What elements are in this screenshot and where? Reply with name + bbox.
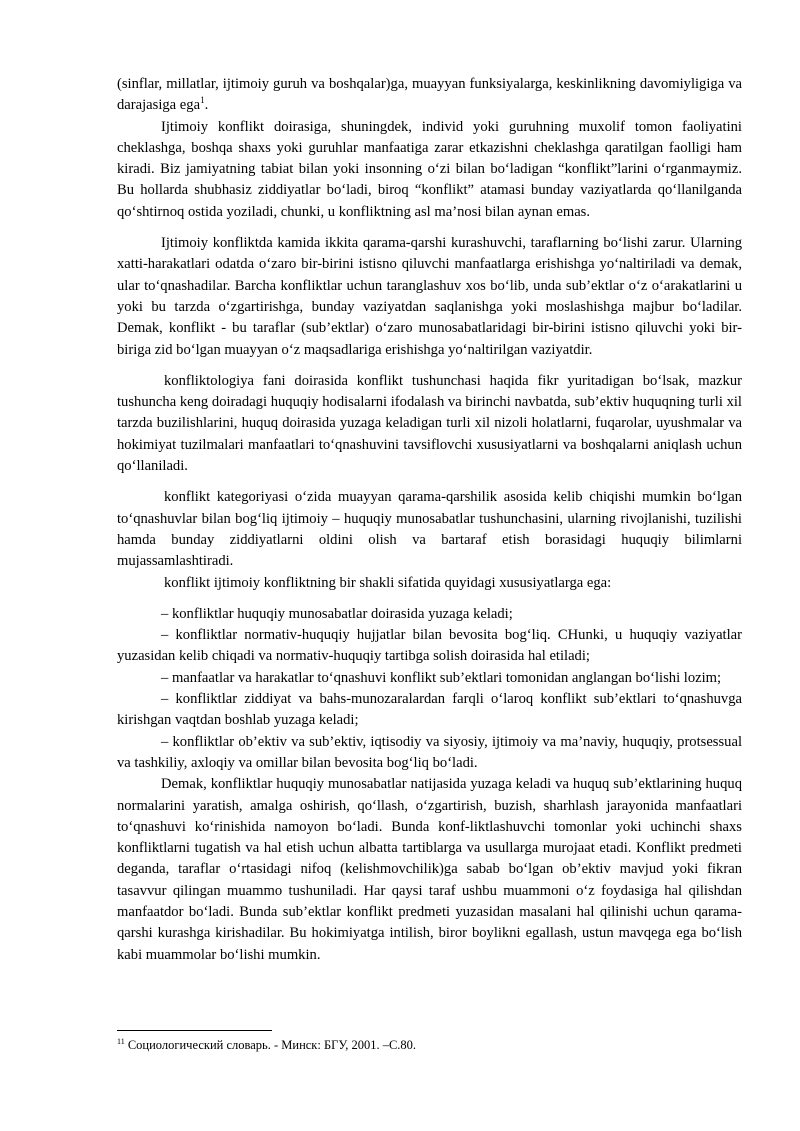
footnote-text: Социологический словарь. - Минск: БГУ, 2001. –С.80. <box>124 1038 417 1052</box>
list-item: – manfaatlar va harakatlar to‘qnashuvi konflikt sub’ektlari tomonidan anglangan bo‘lishi lozim; <box>161 669 722 686</box>
list-item: – konfliktlar normativ-huquqiy hujjatlar bilan bevosita bog‘liq. CHunki, u huquqiy vaziyatlar yuzasidan kelib chiqadi va normativ-huquqiy tartibga solish doirasida hal etiladi; <box>117 627 742 665</box>
list-item: – konfliktlar ziddiyat va bahs-munozaralardan farqli o‘laroq konflikt sub’ektlari to‘qnashuvga kirishgan vaqtdan boshlab yuzaga keladi; <box>117 691 742 729</box>
paragraph-5: konflikt kategoriyasi o‘zida muayyan qarama-qarshilik asosida kelib chiqishi mumkin bo‘lgan to‘qnashuvlar bilan bog‘liq ijtimoiy – huquqiy munosabatlar tushunchasini, ularning rivojlanishi, tuzilishi hamda bunday ziddiyatlarni oldini olish va bartaraf etish borasidagi huquqiy bilimlarni mujassamlashtiradi. <box>117 489 742 570</box>
document-body <box>117 74 742 966</box>
footnote-divider <box>117 1030 272 1031</box>
paragraph-6: konflikt ijtimoiy konfliktning bir shakli sifatida quyidagi xususiyatlarga ega: <box>164 574 612 591</box>
paragraph-2: Ijtimoiy konflikt doirasiga, shuningdek, individ yoki guruhning muxolif tomon faoliyatini cheklashga, boshqa shaxs yoki guruhlar manfaatiga zarar etkazishni cheklashga qaratilgan faolligi ham kiradi. Biz jamiyatning tabiat bilan yoki insonning o‘zi bilan bo‘ladigan “konflikt”larini o‘rganmaymiz. Bu hollarda shubhasiz ziddiyatlar bo‘ladi, biroq “konflikt” atamasi bunday vaziyatlarda qo‘llanilganda qo‘shtirnoq ostida yoziladi, chunki, u konfliktning asl ma’nosi bilan aynan emas. <box>117 118 742 220</box>
paragraph-7: Demak, konfliktlar huquqiy munosabatlar natijasida yuzaga keladi va huquq sub’ektlarining huquq normalarini yaratish, amalga oshirish, qo‘llash, o‘zgartirish, buzish, sharhlash jarayonida manfaatlari to‘qnashuvi ko‘rinishida namoyon bo‘ladi. Bunda konf-liktlashuvchi tomonlar yoki uchinchi shaxs konfliktlarni tugatish va hal etish uchun albatta tartiblarga va usullarga murojaat etadi. Konflikt predmeti deganda, taraflar o‘rtasidagi nifoq (kelishmovchilik)ga sabab bo‘lgan ob’ektiv mavjud yoki fikran tasavvur qilingan muammo tushuniladi. Har qaysi taraf ushbu muammoni o‘z foydasiga hal qilishdan manfaatdor bo‘ladi. Bunda sub’ektlar konflikt predmeti yuzasidan masalani hal qilinishi uchun qarama-qarshi kurashga kirishadilar. Bu hokimiyatga intilish, biror boylikni egallash, ustun mavqega ega bo‘lish kabi muammolar bo‘lishi mumkin. <box>117 776 742 963</box>
footnote-ref[interactable]: 1 <box>200 95 205 106</box>
list-item: – konfliktlar ob’ektiv va sub’ektiv, iqtisodiy va siyosiy, ijtimoiy va ma’naviy, huquqiy, protsessual va tashkiliy, axloqiy va omillar bilan bevosita bog‘liq bo‘ladi. <box>117 733 742 771</box>
list-item: – konfliktlar huquqiy munosabatlar doirasida yuzaga keladi; <box>161 605 513 622</box>
footnote <box>117 1037 742 1053</box>
footnote-number: 11 <box>117 1036 125 1046</box>
paragraph-4: konfliktologiya fani doirasida konflikt tushunchasi haqida fikr yuritadigan bo‘lsak, mazkur tushuncha keng doiradagi huquqiy hodisalarni ifodalash va birinchi navbatda, sub’ektiv huquqning turli xil tarzda buzilishlarini, huquq doirasida yuzaga keladigan turli xil nizoli holatlarni, fuqarolar, uyushmalar va hokimiyat tuzilmalari manfaatlari to‘qnashuvini tavsiflovchi xususiyatlarni va boshqalarni aniqlash uchun qo‘llaniladi. <box>117 372 742 475</box>
paragraph-3: Ijtimoiy konfliktda kamida ikkita qarama-qarshi kurashuvchi, taraflarning bo‘lishi zarur. Ularning xatti-harakatlari odatda o‘zaro bir-birini istisno qiluvchi manfaatlarga erishishga yo‘naltiriladi va demak, ular to‘qnashadilar. Barcha konfliktlar uchun taranglashuv xos bo‘lib, unda sub’ektlar o‘z o‘arakatlarini u yoki bu tarzda o‘zgartirishga, bunday vaziyatdan saqlanishga yoki moslashishga majbur bo‘ladilar. Demak, konflikt - bu taraflar (sub’ektlar) o‘zaro munosabatlaridagi bir-birini istisno qiluvchi yoki bir-biriga zid bo‘lgan muayyan o‘z maqsadlariga erishishga yo‘naltirilgan vaziyatdir. <box>117 235 742 358</box>
paragraph-1: (sinflar, millatlar, ijtimoiy guruh va boshqalar)ga, muayyan funksiyalarga, keskinlikning davomiyligiga va darajasiga ega$^1$. <box>117 76 742 114</box>
